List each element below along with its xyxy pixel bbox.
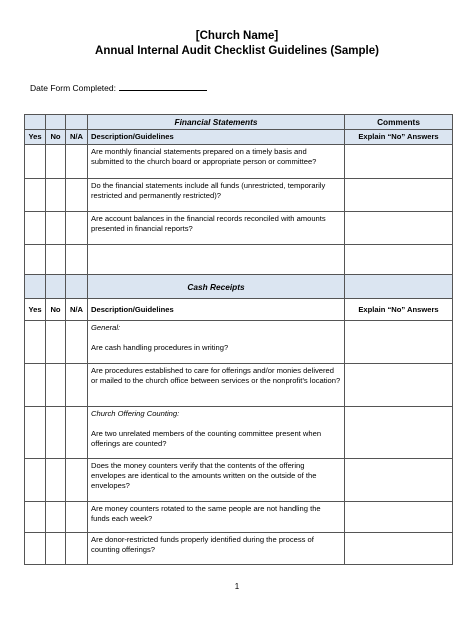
audit-checklist-table — [24, 114, 453, 565]
col-yes: Yes — [25, 299, 46, 321]
explain-cell[interactable] — [345, 212, 453, 245]
explain-cell[interactable] — [345, 145, 453, 179]
col-no: No — [46, 299, 66, 321]
yes-cell[interactable] — [25, 407, 46, 459]
table-row — [25, 407, 453, 459]
table-row — [25, 533, 453, 565]
explain-cell[interactable] — [345, 179, 453, 212]
explain-cell[interactable] — [345, 533, 453, 565]
table-row — [25, 502, 453, 533]
comments-header: Comments — [345, 115, 453, 130]
na-cell[interactable] — [66, 533, 88, 565]
question-line: Are cash handling procedures in writing? — [91, 343, 229, 352]
no-cell[interactable] — [46, 407, 66, 459]
yes-cell[interactable] — [25, 533, 46, 565]
col-explain: Explain “No” Answers — [345, 130, 453, 145]
na-cell[interactable] — [66, 145, 88, 179]
table-row — [25, 459, 453, 502]
section-header-cash-receipts — [25, 275, 453, 299]
question-text: Are donor-restricted funds properly identified during the process of counting offerings? — [88, 533, 345, 565]
no-cell[interactable] — [46, 321, 66, 364]
no-cell[interactable] — [46, 364, 66, 407]
yes-cell[interactable] — [25, 321, 46, 364]
question-text: Are money counters rotated to the same people are not handling the funds each week? — [88, 502, 345, 533]
empty-row — [25, 245, 453, 275]
subsection-label-general: General: — [91, 323, 121, 332]
col-na: N/A — [66, 130, 88, 145]
col-yes: Yes — [25, 130, 46, 145]
column-header-row — [25, 130, 453, 145]
question-text — [88, 321, 345, 364]
question-text: Does the money counters verify that the contents of the offering envelopes are identical to the amounts written on the outside of the envelopes? — [88, 459, 345, 502]
table-row — [25, 212, 453, 245]
table-row — [25, 321, 453, 364]
table-row — [25, 364, 453, 407]
yes-cell[interactable] — [25, 179, 46, 212]
na-cell[interactable] — [66, 321, 88, 364]
col-no: No — [46, 130, 66, 145]
na-cell[interactable] — [66, 364, 88, 407]
na-cell[interactable] — [66, 212, 88, 245]
question-text — [88, 407, 345, 459]
explain-cell[interactable] — [345, 321, 453, 364]
na-cell[interactable] — [66, 407, 88, 459]
table-row — [25, 145, 453, 179]
yes-cell[interactable] — [25, 364, 46, 407]
no-cell[interactable] — [46, 459, 66, 502]
col-description: Description/Guidelines — [88, 299, 345, 321]
yes-cell[interactable] — [25, 459, 46, 502]
na-cell[interactable] — [66, 179, 88, 212]
explain-cell[interactable] — [345, 364, 453, 407]
col-description: Description/Guidelines — [88, 130, 345, 145]
yes-cell[interactable] — [25, 145, 46, 179]
table-row — [25, 179, 453, 212]
section-title: Cash Receipts — [88, 275, 345, 299]
document-title: [Church Name] — [195, 30, 279, 42]
no-cell[interactable] — [46, 533, 66, 565]
yes-cell[interactable] — [25, 502, 46, 533]
no-cell[interactable] — [46, 502, 66, 533]
explain-cell[interactable] — [345, 407, 453, 459]
section-title: Financial Statements — [88, 115, 345, 130]
document-subtitle: Annual Internal Audit Checklist Guidelines (Sample) — [95, 45, 379, 57]
na-cell[interactable] — [66, 459, 88, 502]
question-text: Are procedures established to care for offerings and/or monies delivered or mailed to the church office between services or the nonprofit’s location? — [88, 364, 345, 407]
page-number: 1 — [234, 582, 240, 591]
section-header-financial-statements — [25, 115, 453, 130]
date-label: Date Form Completed: — [30, 83, 116, 93]
na-cell[interactable] — [66, 502, 88, 533]
subsection-label-offering-counting: Church Offering Counting: — [91, 409, 180, 418]
question-text: Do the financial statements include all funds (unrestricted, temporarily restricted and permanently restricted)? — [88, 179, 345, 212]
question-line: Are two unrelated members of the counting committee present when offerings are counted? — [91, 429, 322, 448]
question-text: Are monthly financial statements prepared on a timely basis and submitted to the church board or appropriate person or committee? — [88, 145, 345, 179]
explain-cell[interactable] — [345, 459, 453, 502]
col-explain: Explain “No” Answers — [345, 299, 453, 321]
no-cell[interactable] — [46, 212, 66, 245]
explain-cell[interactable] — [345, 502, 453, 533]
col-na: N/A — [66, 299, 88, 321]
yes-cell[interactable] — [25, 212, 46, 245]
column-header-row — [25, 299, 453, 321]
date-completed — [30, 82, 207, 93]
question-text: Are account balances in the financial records reconciled with amounts presented in financial reports? — [88, 212, 345, 245]
date-field[interactable] — [119, 82, 207, 91]
no-cell[interactable] — [46, 179, 66, 212]
no-cell[interactable] — [46, 145, 66, 179]
